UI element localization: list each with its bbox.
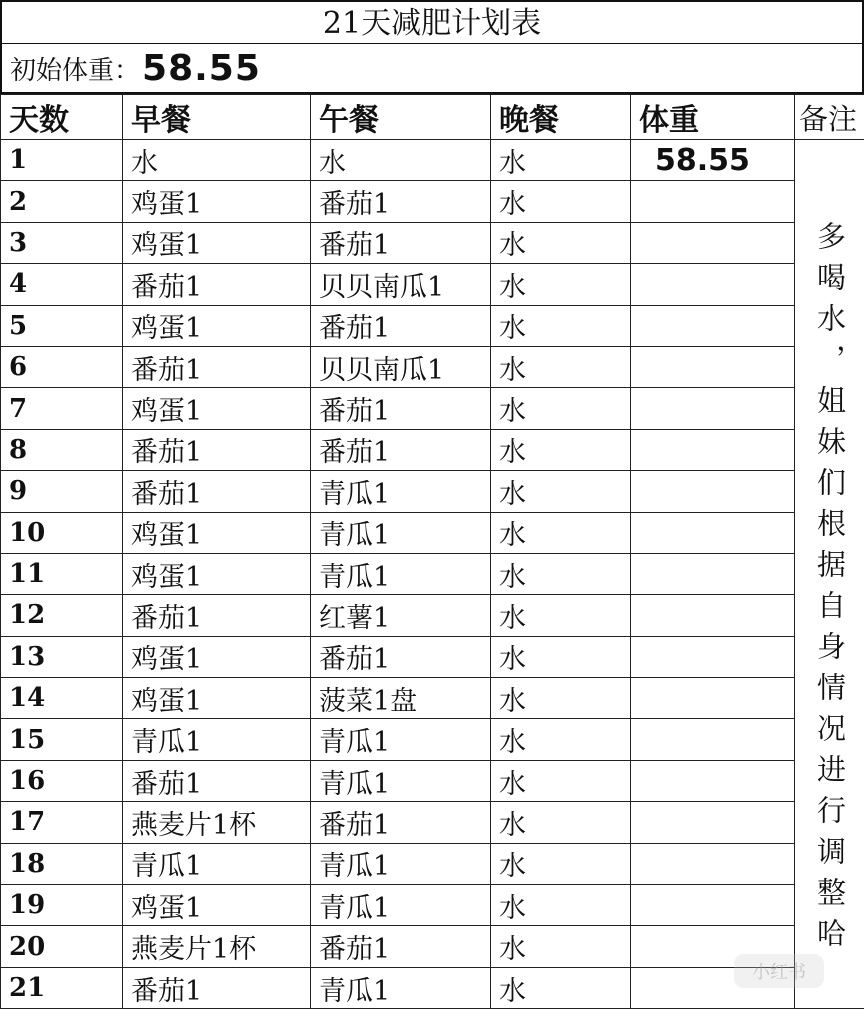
lunch-cell: 水 xyxy=(311,140,491,181)
table-body xyxy=(1,140,864,1009)
weight-cell xyxy=(631,636,795,677)
day-cell: 10 xyxy=(1,512,123,553)
day-cell: 18 xyxy=(1,843,123,884)
table-row xyxy=(1,678,864,719)
initial-weight-label: 初始体重： xyxy=(10,55,141,86)
dinner-cell: 水 xyxy=(491,595,631,636)
note-text: 多喝水，姐妹们根据自身情况进行调整哈 xyxy=(813,221,847,959)
table-row xyxy=(1,553,864,594)
breakfast-cell: 鸡蛋1 xyxy=(123,305,311,346)
lunch-cell: 番茄1 xyxy=(311,802,491,843)
watermark: 小红书 xyxy=(734,954,824,988)
day-cell: 6 xyxy=(1,346,123,387)
weight-cell xyxy=(631,843,795,884)
weight-cell xyxy=(631,678,795,719)
weight-cell xyxy=(631,264,795,305)
weight-cell xyxy=(631,802,795,843)
lunch-cell: 青瓜1 xyxy=(311,760,491,801)
lunch-cell: 贝贝南瓜1 xyxy=(311,264,491,305)
weight-cell xyxy=(631,388,795,429)
day-cell: 12 xyxy=(1,595,123,636)
dinner-cell: 水 xyxy=(491,678,631,719)
lunch-cell: 青瓜1 xyxy=(311,885,491,926)
dinner-cell: 水 xyxy=(491,885,631,926)
table-row xyxy=(1,802,864,843)
breakfast-cell: 番茄1 xyxy=(123,471,311,512)
day-cell: 13 xyxy=(1,636,123,677)
weight-cell xyxy=(631,222,795,263)
day-cell: 21 xyxy=(1,967,123,1008)
table-row xyxy=(1,429,864,470)
table-row xyxy=(1,305,864,346)
meal-plan-table xyxy=(0,94,864,1009)
dinner-cell: 水 xyxy=(491,553,631,594)
weight-cell xyxy=(631,429,795,470)
header-dinner: 晚餐 xyxy=(491,95,631,140)
weight-cell xyxy=(631,719,795,760)
lunch-cell: 番茄1 xyxy=(311,429,491,470)
day-cell: 9 xyxy=(1,471,123,512)
day-cell: 14 xyxy=(1,678,123,719)
day-cell: 20 xyxy=(1,926,123,967)
day-cell: 4 xyxy=(1,264,123,305)
day-cell: 19 xyxy=(1,885,123,926)
table-row xyxy=(1,595,864,636)
lunch-cell: 青瓜1 xyxy=(311,843,491,884)
weight-cell xyxy=(631,553,795,594)
breakfast-cell: 番茄1 xyxy=(123,760,311,801)
breakfast-cell: 燕麦片1杯 xyxy=(123,802,311,843)
day-cell: 1 xyxy=(1,140,123,181)
breakfast-cell: 鸡蛋1 xyxy=(123,181,311,222)
lunch-cell: 番茄1 xyxy=(311,222,491,263)
weight-cell: 58.55 xyxy=(631,140,795,181)
weight-cell xyxy=(631,181,795,222)
dinner-cell: 水 xyxy=(491,305,631,346)
lunch-cell: 番茄1 xyxy=(311,305,491,346)
day-cell: 3 xyxy=(1,222,123,263)
header-note: 备注 xyxy=(795,95,864,140)
day-cell: 5 xyxy=(1,305,123,346)
sheet-title: 21天减肥计划表 xyxy=(0,0,864,44)
table-header-row xyxy=(1,95,864,140)
breakfast-cell: 鸡蛋1 xyxy=(123,678,311,719)
table-row xyxy=(1,140,864,181)
table-row xyxy=(1,512,864,553)
breakfast-cell: 燕麦片1杯 xyxy=(123,926,311,967)
table-row xyxy=(1,181,864,222)
dinner-cell: 水 xyxy=(491,967,631,1008)
day-cell: 2 xyxy=(1,181,123,222)
dinner-cell: 水 xyxy=(491,181,631,222)
dinner-cell: 水 xyxy=(491,222,631,263)
table-row xyxy=(1,760,864,801)
table-row xyxy=(1,264,864,305)
breakfast-cell: 番茄1 xyxy=(123,429,311,470)
day-cell: 11 xyxy=(1,553,123,594)
dinner-cell: 水 xyxy=(491,843,631,884)
lunch-cell: 番茄1 xyxy=(311,388,491,429)
table-row xyxy=(1,885,864,926)
dinner-cell: 水 xyxy=(491,140,631,181)
lunch-cell: 番茄1 xyxy=(311,926,491,967)
breakfast-cell: 水 xyxy=(123,140,311,181)
dinner-cell: 水 xyxy=(491,429,631,470)
weight-cell xyxy=(631,512,795,553)
day-cell: 16 xyxy=(1,760,123,801)
lunch-cell: 菠菜1盘 xyxy=(311,678,491,719)
weight-cell xyxy=(631,346,795,387)
breakfast-cell: 番茄1 xyxy=(123,967,311,1008)
lunch-cell: 青瓜1 xyxy=(311,967,491,1008)
breakfast-cell: 鸡蛋1 xyxy=(123,222,311,263)
dinner-cell: 水 xyxy=(491,346,631,387)
breakfast-cell: 番茄1 xyxy=(123,264,311,305)
lunch-cell: 青瓜1 xyxy=(311,512,491,553)
table-row xyxy=(1,346,864,387)
dinner-cell: 水 xyxy=(491,471,631,512)
breakfast-cell: 鸡蛋1 xyxy=(123,388,311,429)
dinner-cell: 水 xyxy=(491,264,631,305)
lunch-cell: 番茄1 xyxy=(311,181,491,222)
note-cell xyxy=(795,140,864,1009)
table-row xyxy=(1,388,864,429)
dinner-cell: 水 xyxy=(491,512,631,553)
weight-cell xyxy=(631,885,795,926)
lunch-cell: 红薯1 xyxy=(311,595,491,636)
header-breakfast: 早餐 xyxy=(123,95,311,140)
day-cell: 15 xyxy=(1,719,123,760)
breakfast-cell: 鸡蛋1 xyxy=(123,636,311,677)
day-cell: 8 xyxy=(1,429,123,470)
dinner-cell: 水 xyxy=(491,802,631,843)
initial-weight-row xyxy=(0,44,864,94)
table-row xyxy=(1,719,864,760)
table-row xyxy=(1,222,864,263)
breakfast-cell: 鸡蛋1 xyxy=(123,885,311,926)
initial-weight-value: 58.55 xyxy=(142,47,261,89)
day-cell: 7 xyxy=(1,388,123,429)
dinner-cell: 水 xyxy=(491,719,631,760)
header-day: 天数 xyxy=(1,95,123,140)
breakfast-cell: 鸡蛋1 xyxy=(123,512,311,553)
breakfast-cell: 青瓜1 xyxy=(123,843,311,884)
dinner-cell: 水 xyxy=(491,760,631,801)
header-weight: 体重 xyxy=(631,95,795,140)
table-row xyxy=(1,471,864,512)
breakfast-cell: 鸡蛋1 xyxy=(123,553,311,594)
dinner-cell: 水 xyxy=(491,388,631,429)
dinner-cell: 水 xyxy=(491,926,631,967)
lunch-cell: 青瓜1 xyxy=(311,719,491,760)
lunch-cell: 青瓜1 xyxy=(311,553,491,594)
header-lunch: 午餐 xyxy=(311,95,491,140)
dinner-cell: 水 xyxy=(491,636,631,677)
table-row xyxy=(1,636,864,677)
lunch-cell: 番茄1 xyxy=(311,636,491,677)
weight-cell xyxy=(631,471,795,512)
lunch-cell: 青瓜1 xyxy=(311,471,491,512)
lunch-cell: 贝贝南瓜1 xyxy=(311,346,491,387)
weight-cell xyxy=(631,305,795,346)
day-cell: 17 xyxy=(1,802,123,843)
weight-cell xyxy=(631,760,795,801)
breakfast-cell: 青瓜1 xyxy=(123,719,311,760)
breakfast-cell: 番茄1 xyxy=(123,595,311,636)
table-row xyxy=(1,843,864,884)
breakfast-cell: 番茄1 xyxy=(123,346,311,387)
weight-cell xyxy=(631,595,795,636)
